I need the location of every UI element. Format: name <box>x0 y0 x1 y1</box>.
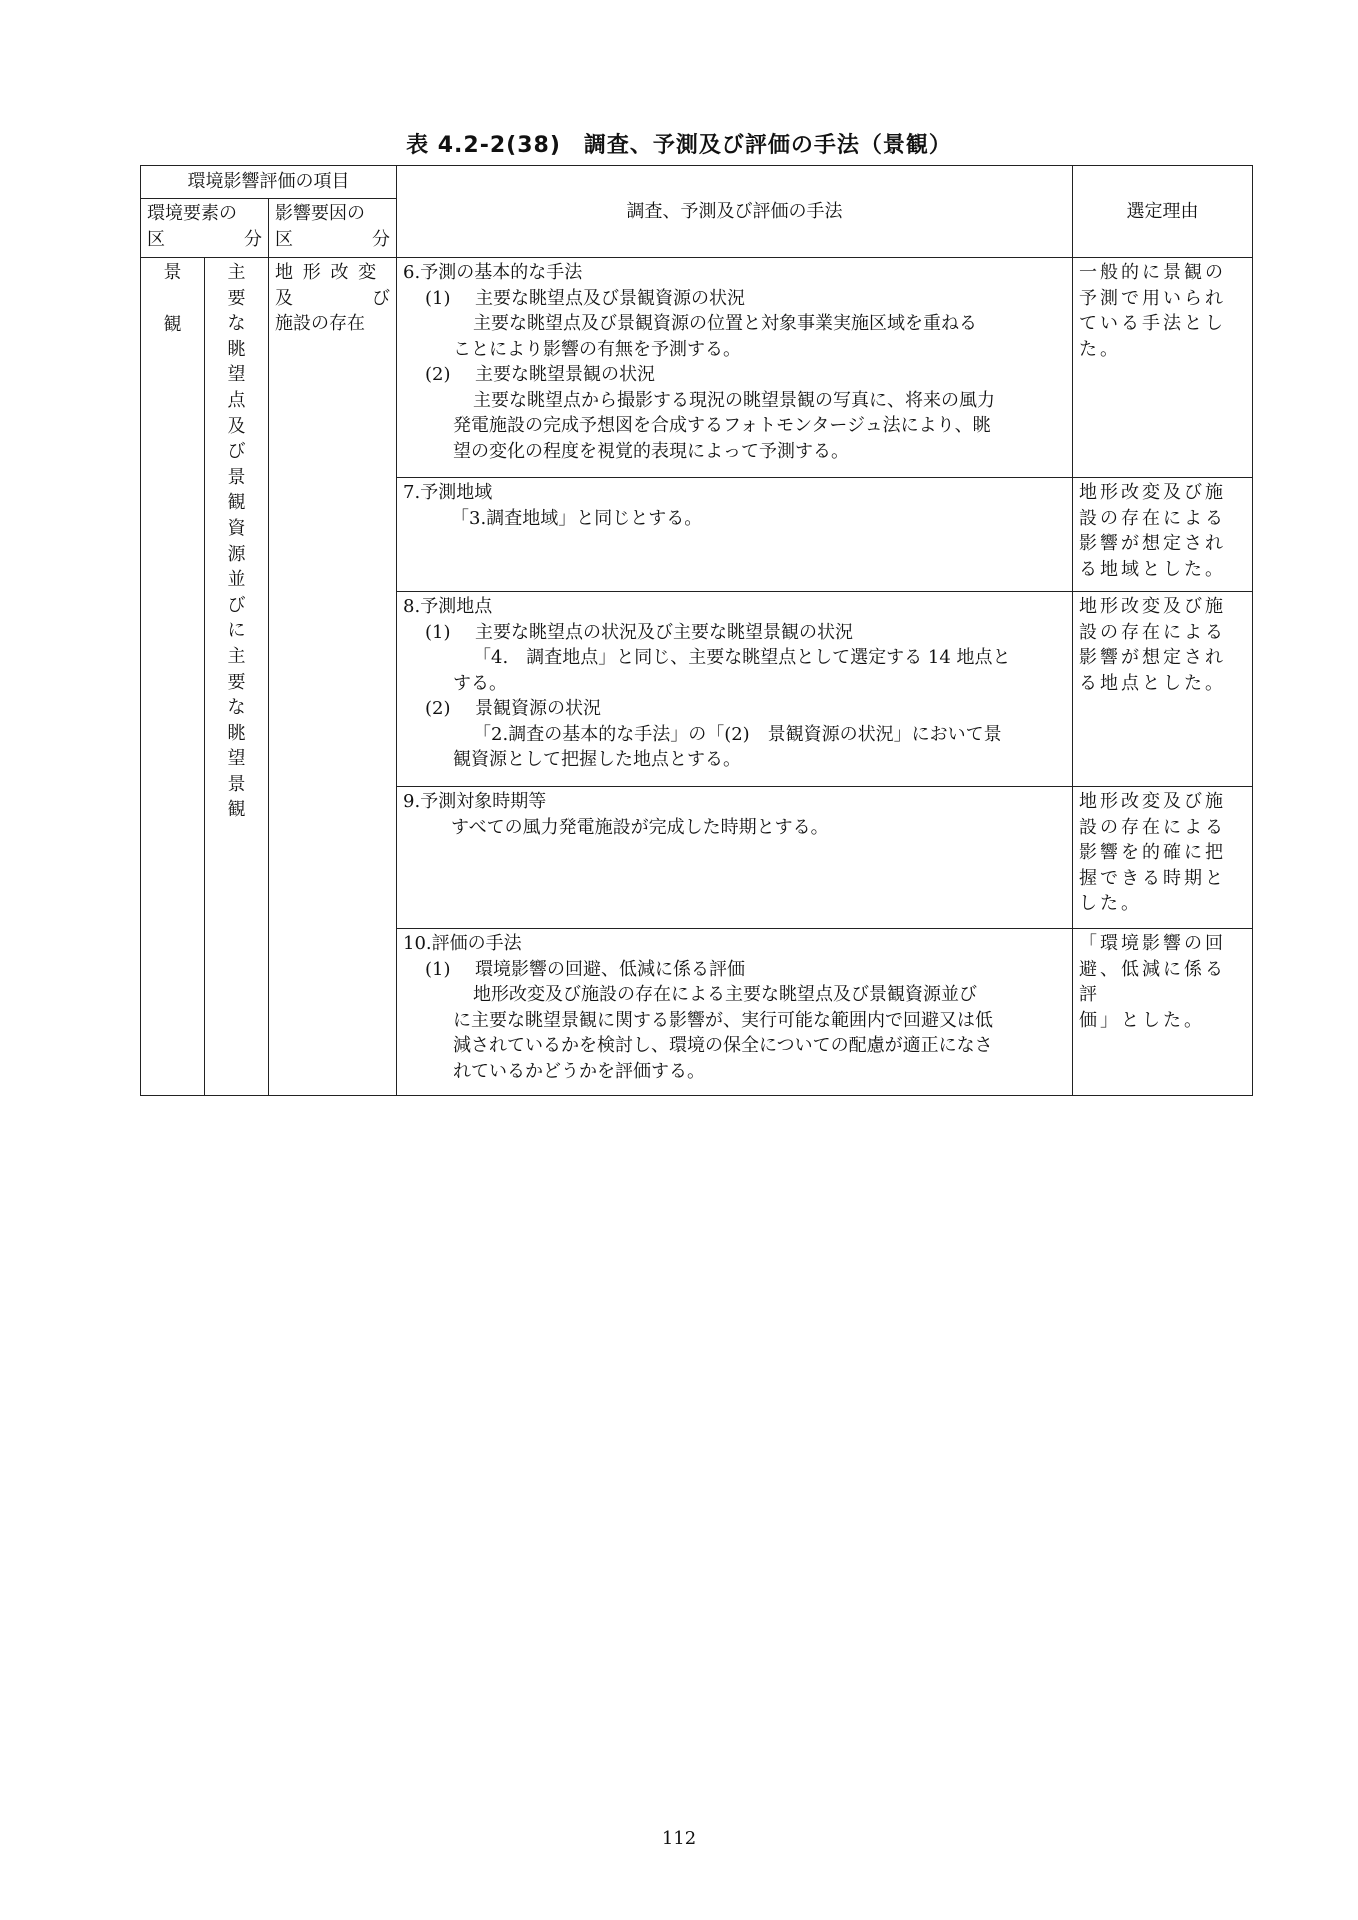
reason-cell-7 <box>1073 478 1253 592</box>
method-item-text: ことにより影響の有無を予測する。 <box>453 338 742 360</box>
element-major-cell <box>141 258 205 1096</box>
element-minor-char: 景 <box>227 466 246 488</box>
method-cell-7 <box>397 478 1073 592</box>
reason-line: 地形改変及び施 <box>1079 791 1227 812</box>
reason-cell-6 <box>1073 258 1253 478</box>
element-minor-char: 眺 <box>227 722 246 744</box>
reason-line: 避、低減に係る評 <box>1079 958 1227 1005</box>
reason-line: ている手法とし <box>1079 313 1227 334</box>
item-label: 主要な眺望点及び景観資源の状況 <box>475 287 746 309</box>
element-minor-char: び <box>227 594 246 616</box>
element-minor-char: 望 <box>227 748 246 770</box>
element-minor-char: 及 <box>227 415 246 437</box>
element-major-char: 観 <box>163 313 182 335</box>
reason-line: 影響が想定され <box>1079 533 1227 554</box>
factor-line2 <box>275 286 390 312</box>
factor-line1: 地 形 改 変 <box>275 262 379 283</box>
method-cell-8 <box>397 592 1073 787</box>
reason-line: 影響を的確に把 <box>1079 842 1227 863</box>
method-item-text: に主要な眺望景観に関する影響が、実行可能な範囲内で回避又は低 <box>453 1009 994 1031</box>
method-item-label <box>403 286 1066 312</box>
header-element-line1: 環境要素の <box>147 203 237 224</box>
header-element-char-a: 区 <box>147 228 165 250</box>
header-env-item: 環境影響評価の項目 <box>141 166 397 199</box>
element-minor-char: 要 <box>227 671 246 693</box>
header-factor <box>269 199 397 258</box>
factor-char-a: 及 <box>275 287 293 309</box>
method-item-text: 減されているかを検討し、環境の保全についての配慮が適正になさ <box>453 1035 993 1056</box>
reason-line: た。 <box>1079 338 1122 360</box>
page-number: 112 <box>661 1828 697 1849</box>
method-item-text: 地形改変及び施設の存在による主要な眺望点及び景観資源並び <box>473 984 978 1005</box>
method-item-label <box>403 620 1066 646</box>
method-heading: 7.予測地域 <box>403 482 493 503</box>
method-cell-9 <box>397 787 1073 929</box>
item-label: 主要な眺望景観の状況 <box>475 364 656 385</box>
reason-line: 「環境影響の回 <box>1079 933 1227 954</box>
reason-cell-10 <box>1073 929 1253 1096</box>
item-number: (1) <box>425 621 451 643</box>
method-item-label <box>403 957 1066 983</box>
header-element-char-b: 分 <box>244 228 262 250</box>
element-minor-char: 望 <box>227 364 246 386</box>
header-element-line2 <box>147 227 262 253</box>
method-item-text: 「4. 調査地点」と同じ、主要な眺望点として選定する 14 地点と <box>473 647 1011 668</box>
reason-line: 価」とした。 <box>1079 1009 1206 1031</box>
method-heading: 10.評価の手法 <box>403 933 522 954</box>
header-element <box>141 199 269 258</box>
reason-line: 地形改変及び施 <box>1079 482 1227 503</box>
reason-line: 設の存在による <box>1079 816 1227 838</box>
element-major-char: 景 <box>163 262 182 283</box>
item-number: (2) <box>425 364 451 385</box>
reason-line: 設の存在による <box>1079 621 1227 643</box>
reason-line: 設の存在による <box>1079 507 1227 529</box>
element-minor-char: に <box>227 620 246 642</box>
item-label: 主要な眺望点の状況及び主要な眺望景観の状況 <box>475 621 854 643</box>
item-label: 景観資源の状況 <box>475 698 602 719</box>
method-cell-10 <box>397 929 1073 1096</box>
header-factor-line2 <box>275 227 390 253</box>
reason-line: 一般的に景観の <box>1079 262 1227 283</box>
method-item-text: 「2.調査の基本的な手法」の「(2) 景観資源の状況」において景 <box>473 723 1002 745</box>
method-cell-6 <box>397 258 1073 478</box>
element-minor-char: 要 <box>227 287 246 309</box>
reason-line: 影響が想定され <box>1079 647 1227 668</box>
method-item-text: 主要な眺望点から撮影する現況の眺望景観の写真に、将来の風力 <box>473 389 996 411</box>
item-number: (2) <box>425 698 451 719</box>
element-minor-char: な <box>227 313 246 335</box>
item-number: (1) <box>425 287 451 309</box>
reason-line: 地形改変及び施 <box>1079 596 1227 617</box>
element-minor-char: 景 <box>227 773 246 795</box>
method-body-text: 「3.調査地域」と同じとする。 <box>451 507 703 529</box>
element-minor-char: 主 <box>227 262 246 283</box>
element-minor-char: 観 <box>227 492 246 514</box>
element-minor-char: び <box>227 441 246 463</box>
method-item-text: れているかどうかを評価する。 <box>453 1060 706 1082</box>
item-label: 環境影響の回避、低減に係る評価 <box>475 958 746 980</box>
element-minor-char: 並 <box>227 569 246 591</box>
reason-line: る地点とした。 <box>1079 672 1227 694</box>
element-minor-char: 源 <box>227 543 246 565</box>
header-method: 調査、予測及び評価の手法 <box>397 166 1073 258</box>
element-minor-char: 眺 <box>227 338 246 360</box>
method-item-text: 望の変化の程度を視覚的表現によって予測する。 <box>453 440 850 462</box>
factor-line3: 施設の存在 <box>275 313 365 334</box>
element-minor-cell <box>205 258 269 1096</box>
method-item-label <box>403 362 1066 388</box>
method-heading: 6.予測の基本的な手法 <box>403 262 583 283</box>
element-minor-char: 点 <box>227 389 246 411</box>
reason-cell-9 <box>1073 787 1253 929</box>
table-title: 表 4.2-2(38) 調査、予測及び評価の手法（景観） <box>406 133 952 158</box>
element-minor-char: 資 <box>227 517 246 539</box>
header-factor-line1: 影響要因の <box>275 203 365 224</box>
element-minor-char: な <box>227 697 246 719</box>
reason-cell-8 <box>1073 592 1253 787</box>
reason-line: した。 <box>1079 893 1143 914</box>
factor-cell <box>269 258 397 1096</box>
reason-line: 握できる時期と <box>1079 867 1227 889</box>
method-item-text: 主要な眺望点及び景観資源の位置と対象事業実施区域を重ねる <box>473 313 978 334</box>
header-reason: 選定理由 <box>1073 166 1253 258</box>
method-body-text: すべての風力発電施設が完成した時期とする。 <box>451 816 829 838</box>
element-minor-char: 観 <box>227 799 246 821</box>
method-item-text: する。 <box>453 672 508 694</box>
reason-line: 予測で用いられ <box>1079 287 1227 309</box>
header-factor-char-b: 分 <box>372 228 391 250</box>
method-item-text: 観資源として把握した地点とする。 <box>453 749 742 770</box>
factor-char-b: び <box>372 287 391 309</box>
method-heading: 9.予測対象時期等 <box>403 791 547 812</box>
item-number: (1) <box>425 958 451 980</box>
method-item-text: 発電施設の完成予想図を合成するフォトモンタージュ法により、眺 <box>453 415 991 436</box>
element-minor-char: 主 <box>227 645 246 667</box>
method-item-label <box>403 696 1066 722</box>
method-heading: 8.予測地点 <box>403 596 493 617</box>
reason-line: る地域とした。 <box>1079 558 1227 580</box>
evaluation-method-table <box>140 165 1253 1096</box>
header-factor-char-a: 区 <box>275 228 293 250</box>
